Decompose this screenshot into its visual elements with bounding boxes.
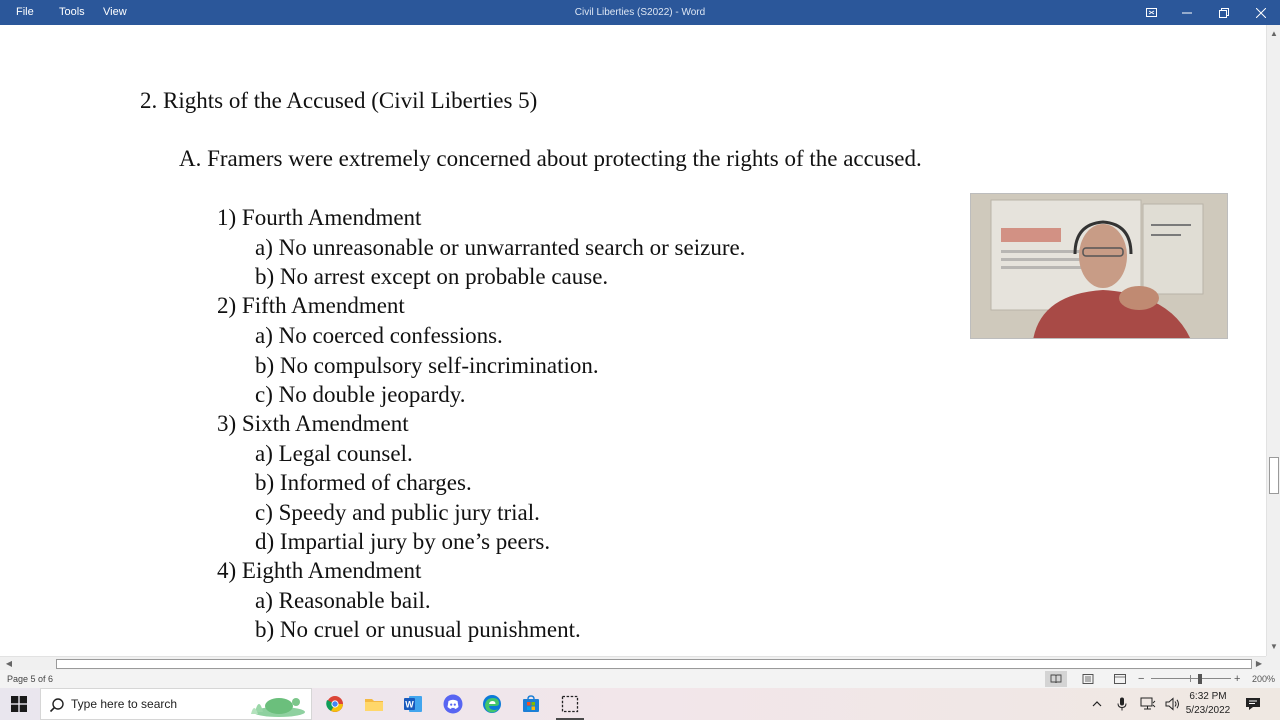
- subitem-line: a) Reasonable bail.: [255, 588, 431, 613]
- zoom-slider-center-mark: [1190, 675, 1191, 682]
- print-layout-button[interactable]: [1077, 671, 1099, 687]
- zoom-in-button[interactable]: +: [1234, 673, 1241, 685]
- taskbar-microsoft-store[interactable]: [518, 692, 544, 716]
- clock-time: 6:32 PM: [1189, 691, 1227, 702]
- subitem-line: c) Speedy and public jury trial.: [255, 500, 540, 525]
- chrome-icon: [326, 695, 344, 713]
- svg-text:W: W: [405, 699, 414, 710]
- item-fourth-amendment: 1) Fourth Amendment: [217, 205, 422, 230]
- status-bar: [0, 670, 1280, 688]
- subitem-line: a) No unreasonable or unwarranted search or seizure.: [255, 235, 746, 260]
- menu-file[interactable]: File: [16, 6, 34, 18]
- close-button[interactable]: [1243, 0, 1279, 25]
- fullscreen-icon: [1146, 8, 1157, 17]
- scroll-up-arrow-icon[interactable]: ▲: [1270, 29, 1278, 38]
- notification-center-button[interactable]: [1240, 692, 1266, 716]
- zoom-level[interactable]: 200%: [1252, 674, 1276, 684]
- microphone-tray[interactable]: [1109, 692, 1135, 716]
- scroll-left-arrow-icon[interactable]: ◀: [5, 659, 13, 668]
- subitem-line: d) Impartial jury by one’s peers.: [255, 529, 551, 554]
- folder-icon: [364, 696, 384, 712]
- microphone-icon: [1117, 697, 1127, 711]
- taskbar-file-explorer[interactable]: [361, 692, 387, 716]
- zoom-slider[interactable]: [1151, 678, 1231, 679]
- show-hidden-icons-button[interactable]: [1084, 692, 1110, 716]
- vertical-scrollbar[interactable]: [1266, 25, 1280, 656]
- store-icon: [522, 695, 540, 713]
- search-placeholder: Type here to search: [71, 697, 178, 711]
- subitem-line: a) No coerced confessions.: [255, 323, 503, 348]
- taskbar-search-box[interactable]: [40, 688, 312, 720]
- discord-icon: [443, 694, 463, 714]
- item-eighth-amendment: 4) Eighth Amendment: [217, 558, 422, 583]
- zoom-slider-thumb[interactable]: [1198, 674, 1202, 684]
- page-layout-icon: [1082, 674, 1094, 684]
- restore-button[interactable]: [1206, 0, 1242, 25]
- taskbar-discord[interactable]: [440, 692, 466, 716]
- read-mode-button[interactable]: [1045, 671, 1067, 687]
- edge-icon: [482, 694, 502, 714]
- minimize-button[interactable]: [1169, 0, 1205, 25]
- subitem-line: b) No compulsory self-incrimination.: [255, 353, 599, 378]
- web-layout-button[interactable]: [1109, 671, 1131, 687]
- search-icon: [49, 697, 65, 713]
- title-bar: [0, 0, 1280, 25]
- network-tray[interactable]: [1135, 692, 1161, 716]
- clock-date: 5/23/2022: [1185, 705, 1231, 716]
- subitem-line: b) Informed of charges.: [255, 470, 472, 495]
- search-highlight-illustration-icon: [249, 692, 309, 718]
- taskbar-snipping-tool[interactable]: [557, 692, 583, 716]
- item-sixth-amendment: 3) Sixth Amendment: [217, 411, 409, 436]
- section-a: A. Framers were extremely concerned about protecting the rights of the accused.: [179, 146, 922, 171]
- page-indicator[interactable]: Page 5 of 6: [7, 674, 54, 684]
- subitem-line: a) Legal counsel.: [255, 441, 413, 466]
- minimize-icon: [1182, 8, 1192, 18]
- taskbar: [0, 688, 1280, 720]
- taskbar-word[interactable]: [400, 692, 426, 716]
- item-fifth-amendment: 2) Fifth Amendment: [217, 293, 405, 318]
- scrollbar-corner: [1266, 656, 1280, 670]
- heading-rights-of-accused: 2. Rights of the Accused (Civil Liberties 5): [140, 88, 538, 113]
- web-layout-icon: [1114, 674, 1126, 684]
- close-icon: [1256, 8, 1266, 18]
- zoom-out-button[interactable]: −: [1138, 673, 1145, 685]
- webcam-frame: [971, 194, 1228, 339]
- scroll-down-arrow-icon[interactable]: ▼: [1270, 642, 1278, 651]
- speaker-icon: [1165, 697, 1181, 711]
- vertical-scroll-thumb[interactable]: [1269, 457, 1279, 494]
- taskbar-clock[interactable]: [1183, 690, 1233, 718]
- scroll-right-arrow-icon[interactable]: ▶: [1255, 659, 1263, 668]
- chevron-up-icon: [1092, 700, 1102, 708]
- subitem-line: c) No double jeopardy.: [255, 382, 466, 407]
- network-icon: [1140, 697, 1156, 711]
- windows-logo-icon: [11, 696, 27, 712]
- taskbar-chrome[interactable]: [322, 692, 348, 716]
- fullscreen-button[interactable]: [1133, 0, 1169, 25]
- book-icon: [1050, 674, 1062, 684]
- window-title: Civil Liberties (S2022) - Word: [574, 7, 706, 18]
- menu-view[interactable]: View: [103, 6, 127, 18]
- notification-icon: [1245, 697, 1261, 711]
- webcam-video: [970, 193, 1228, 339]
- subitem-line: b) No arrest except on probable cause.: [255, 264, 609, 289]
- taskbar-edge[interactable]: [479, 692, 505, 716]
- restore-icon: [1219, 8, 1229, 18]
- word-icon: [403, 695, 423, 713]
- menu-tools[interactable]: Tools: [59, 6, 85, 18]
- document-area[interactable]: [0, 25, 1266, 656]
- start-button[interactable]: [6, 692, 32, 716]
- horizontal-scroll-thumb[interactable]: [56, 659, 1252, 669]
- subitem-line: b) No cruel or unusual punishment.: [255, 617, 581, 642]
- snip-icon: [561, 695, 579, 713]
- horizontal-scrollbar[interactable]: [0, 656, 1266, 670]
